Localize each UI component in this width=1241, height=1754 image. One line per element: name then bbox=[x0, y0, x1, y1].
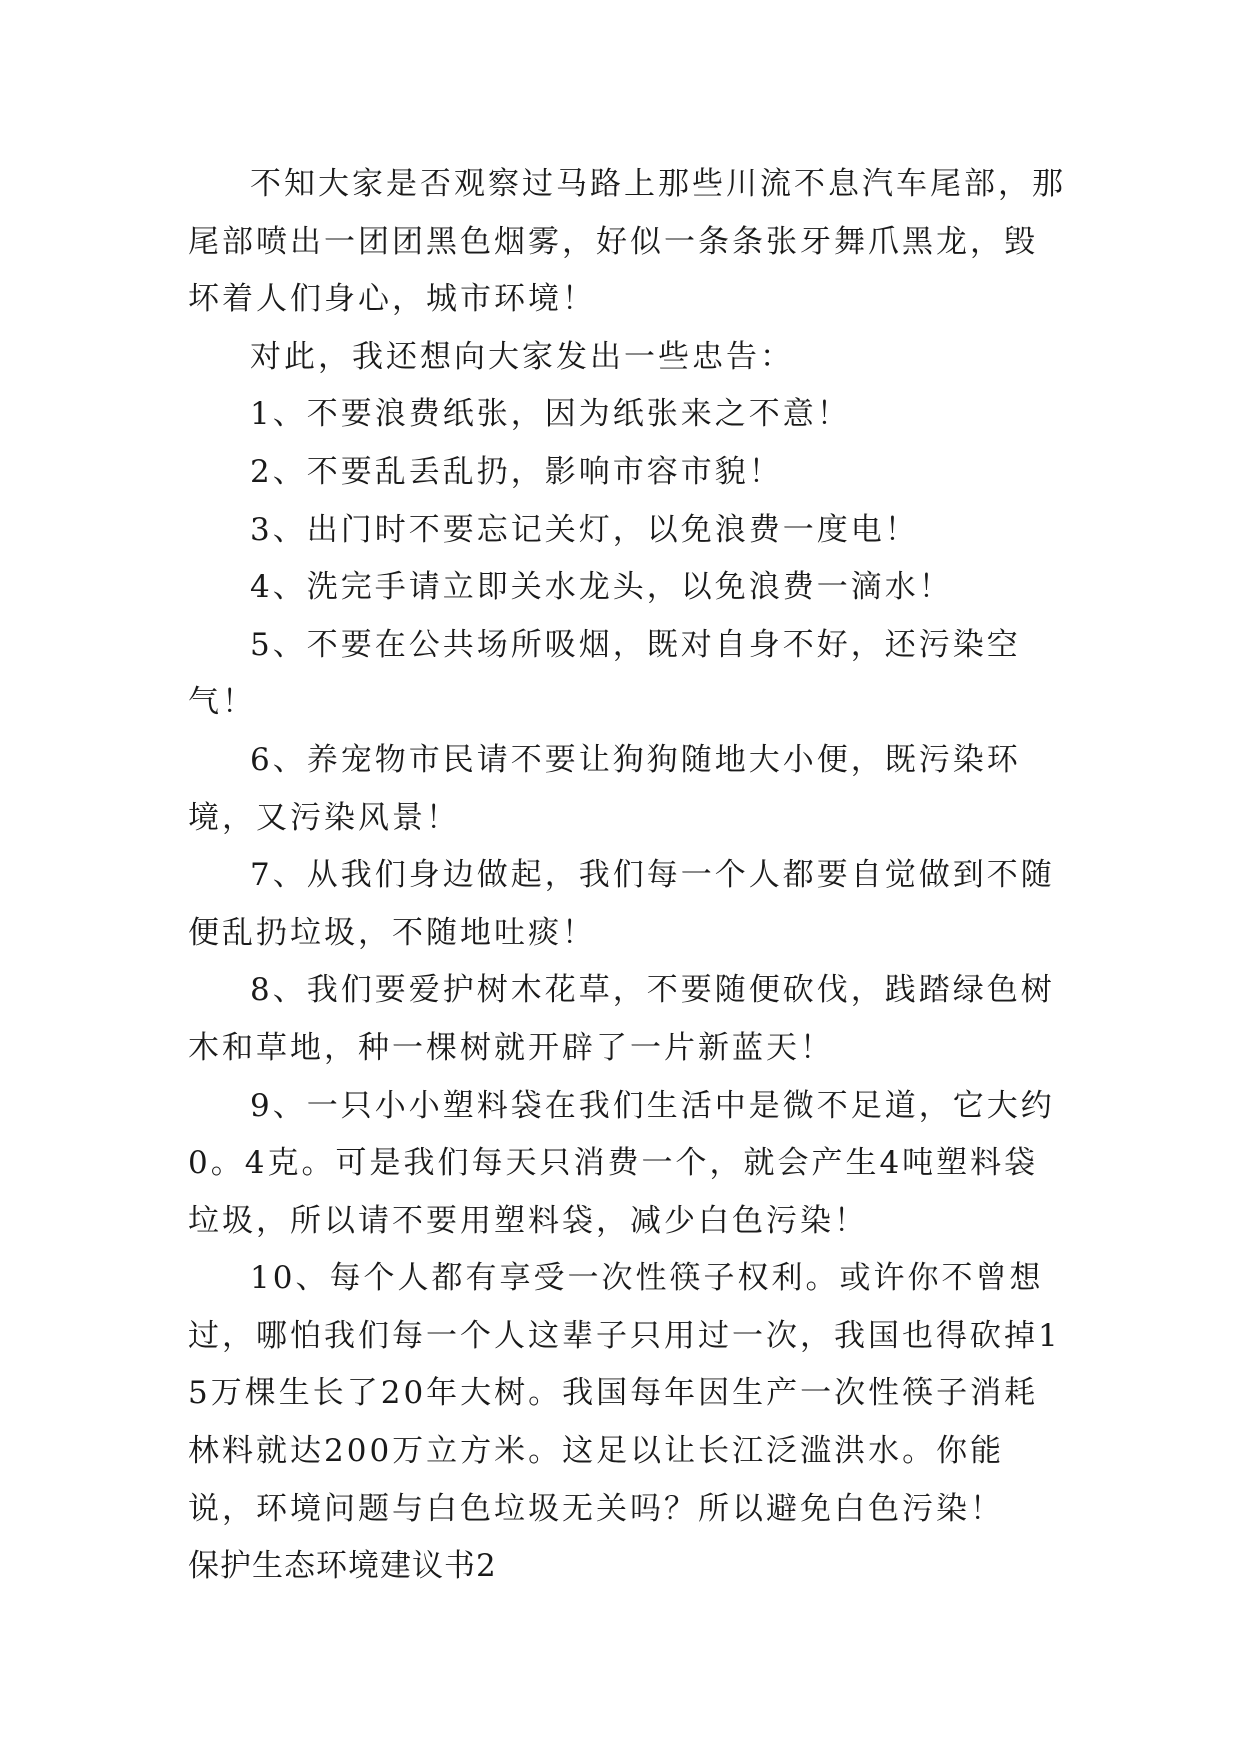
advice-item-4: 4、洗完手请立即关水龙头，以免浪费一滴水！ bbox=[250, 569, 953, 606]
advice-item-2: 2、不要乱丢乱扔，影响市容市貌！ bbox=[250, 453, 783, 490]
advice-item-5: 5、不要在公共场所吸烟，既对自身不好，还污染空气！ bbox=[188, 626, 1021, 721]
advice-item-1: 1、不要浪费纸张，因为纸张来之不意！ bbox=[250, 396, 851, 433]
section-heading: 保护生态环境建议书2 bbox=[188, 1548, 497, 1585]
advice-item-3: 3、出门时不要忘记关灯，以免浪费一度电！ bbox=[250, 511, 919, 548]
advice-item-6: 6、养宠物市民请不要让狗狗随地大小便，既污染环境，又污染风景！ bbox=[188, 741, 1021, 836]
document-body bbox=[188, 156, 1068, 1596]
advice-item-8: 8、我们要爱护树木花草，不要随便砍伐，践踏绿色树木和草地，种一棵树就开辟了一片新蓝天！ bbox=[188, 972, 1055, 1066]
paragraph-advice-lead: 对此，我还想向大家发出一些忠告： bbox=[250, 338, 794, 375]
paragraph-intro: 不知大家是否观察过马路上那些川流不息汽车尾部，那尾部喷出一团团黑色烟雾，好似一条条张牙舞爪黑龙，毁坏着人们身心，城市环境！ bbox=[188, 166, 1066, 318]
advice-item-7: 7、从我们身边做起，我们每一个人都要自觉做到不随便乱扔垃圾，不随地吐痰！ bbox=[188, 857, 1055, 951]
advice-item-9: 9、一只小小塑料袋在我们生活中是微不足道，它大约0。4克。可是我们每天只消费一个，就会产生4吨塑料袋垃圾，所以请不要用塑料袋，减少白色污染！ bbox=[188, 1087, 1055, 1239]
advice-item-10: 10、每个人都有享受一次性筷子权利。或许你不曾想过，哪怕我们每一个人这辈子只用过一次，我国也得砍掉15万棵生长了20年大树。我国每年因生产一次性筷子消耗林料就达200万立方米。这足以让长江泛滥洪水。你能说，环境问题与白色垃圾无关吗？所以避免白色污染！ bbox=[188, 1260, 1061, 1527]
